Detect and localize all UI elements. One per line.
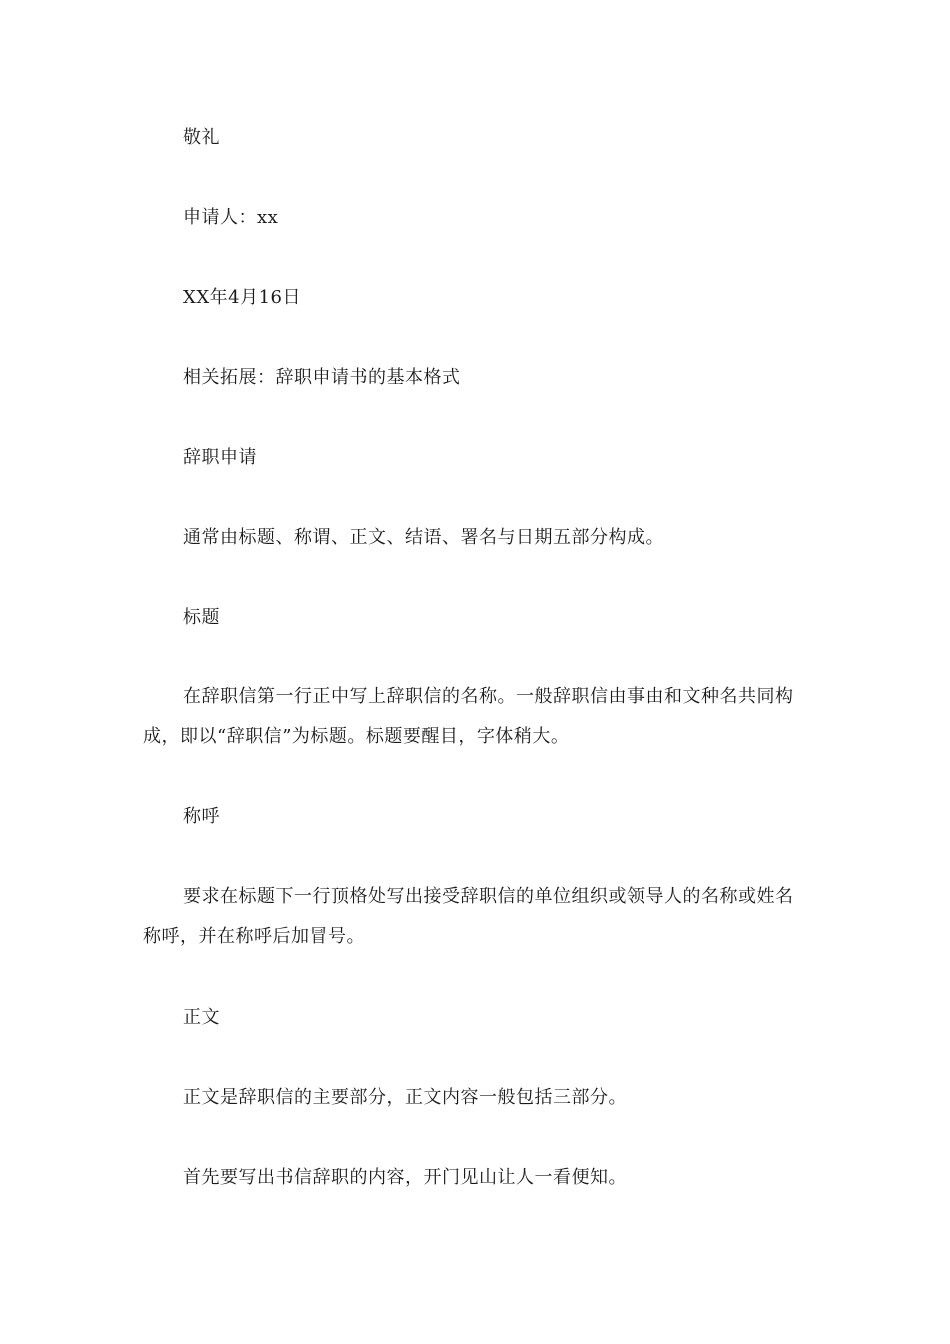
closing-salutation: 敬礼 [183,127,220,148]
format-summary: 通常由标题、称谓、正文、结语、署名与日期五部分构成。 [183,527,664,548]
related-topic-heading: 相关拓展：辞职申请书的基本格式 [183,367,461,388]
body-first-part: 首先要写出书信辞职的内容，开门见山让人一看便知。 [183,1167,627,1188]
title-description: 在辞职信第一行正中写上辞职信的名称。一般辞职信由事由和文种名共同构成，即以“辞职信”为标题。标题要醒目，字体稍大。 [143,686,794,747]
section-heading-body: 正文 [183,1007,220,1028]
section-heading-resignation: 辞职申请 [183,447,257,468]
section-heading-title: 标题 [183,607,220,628]
applicant-line: 申请人：xx [183,207,279,228]
salutation-description: 要求在标题下一行顶格处写出接受辞职信的单位组织或领导人的名称或姓名称呼，并在称呼后加冒号。 [143,886,794,947]
body-description: 正文是辞职信的主要部分，正文内容一般包括三部分。 [183,1087,627,1108]
section-heading-salutation: 称呼 [183,806,220,827]
date-line: XX年4月16日 [183,287,301,308]
